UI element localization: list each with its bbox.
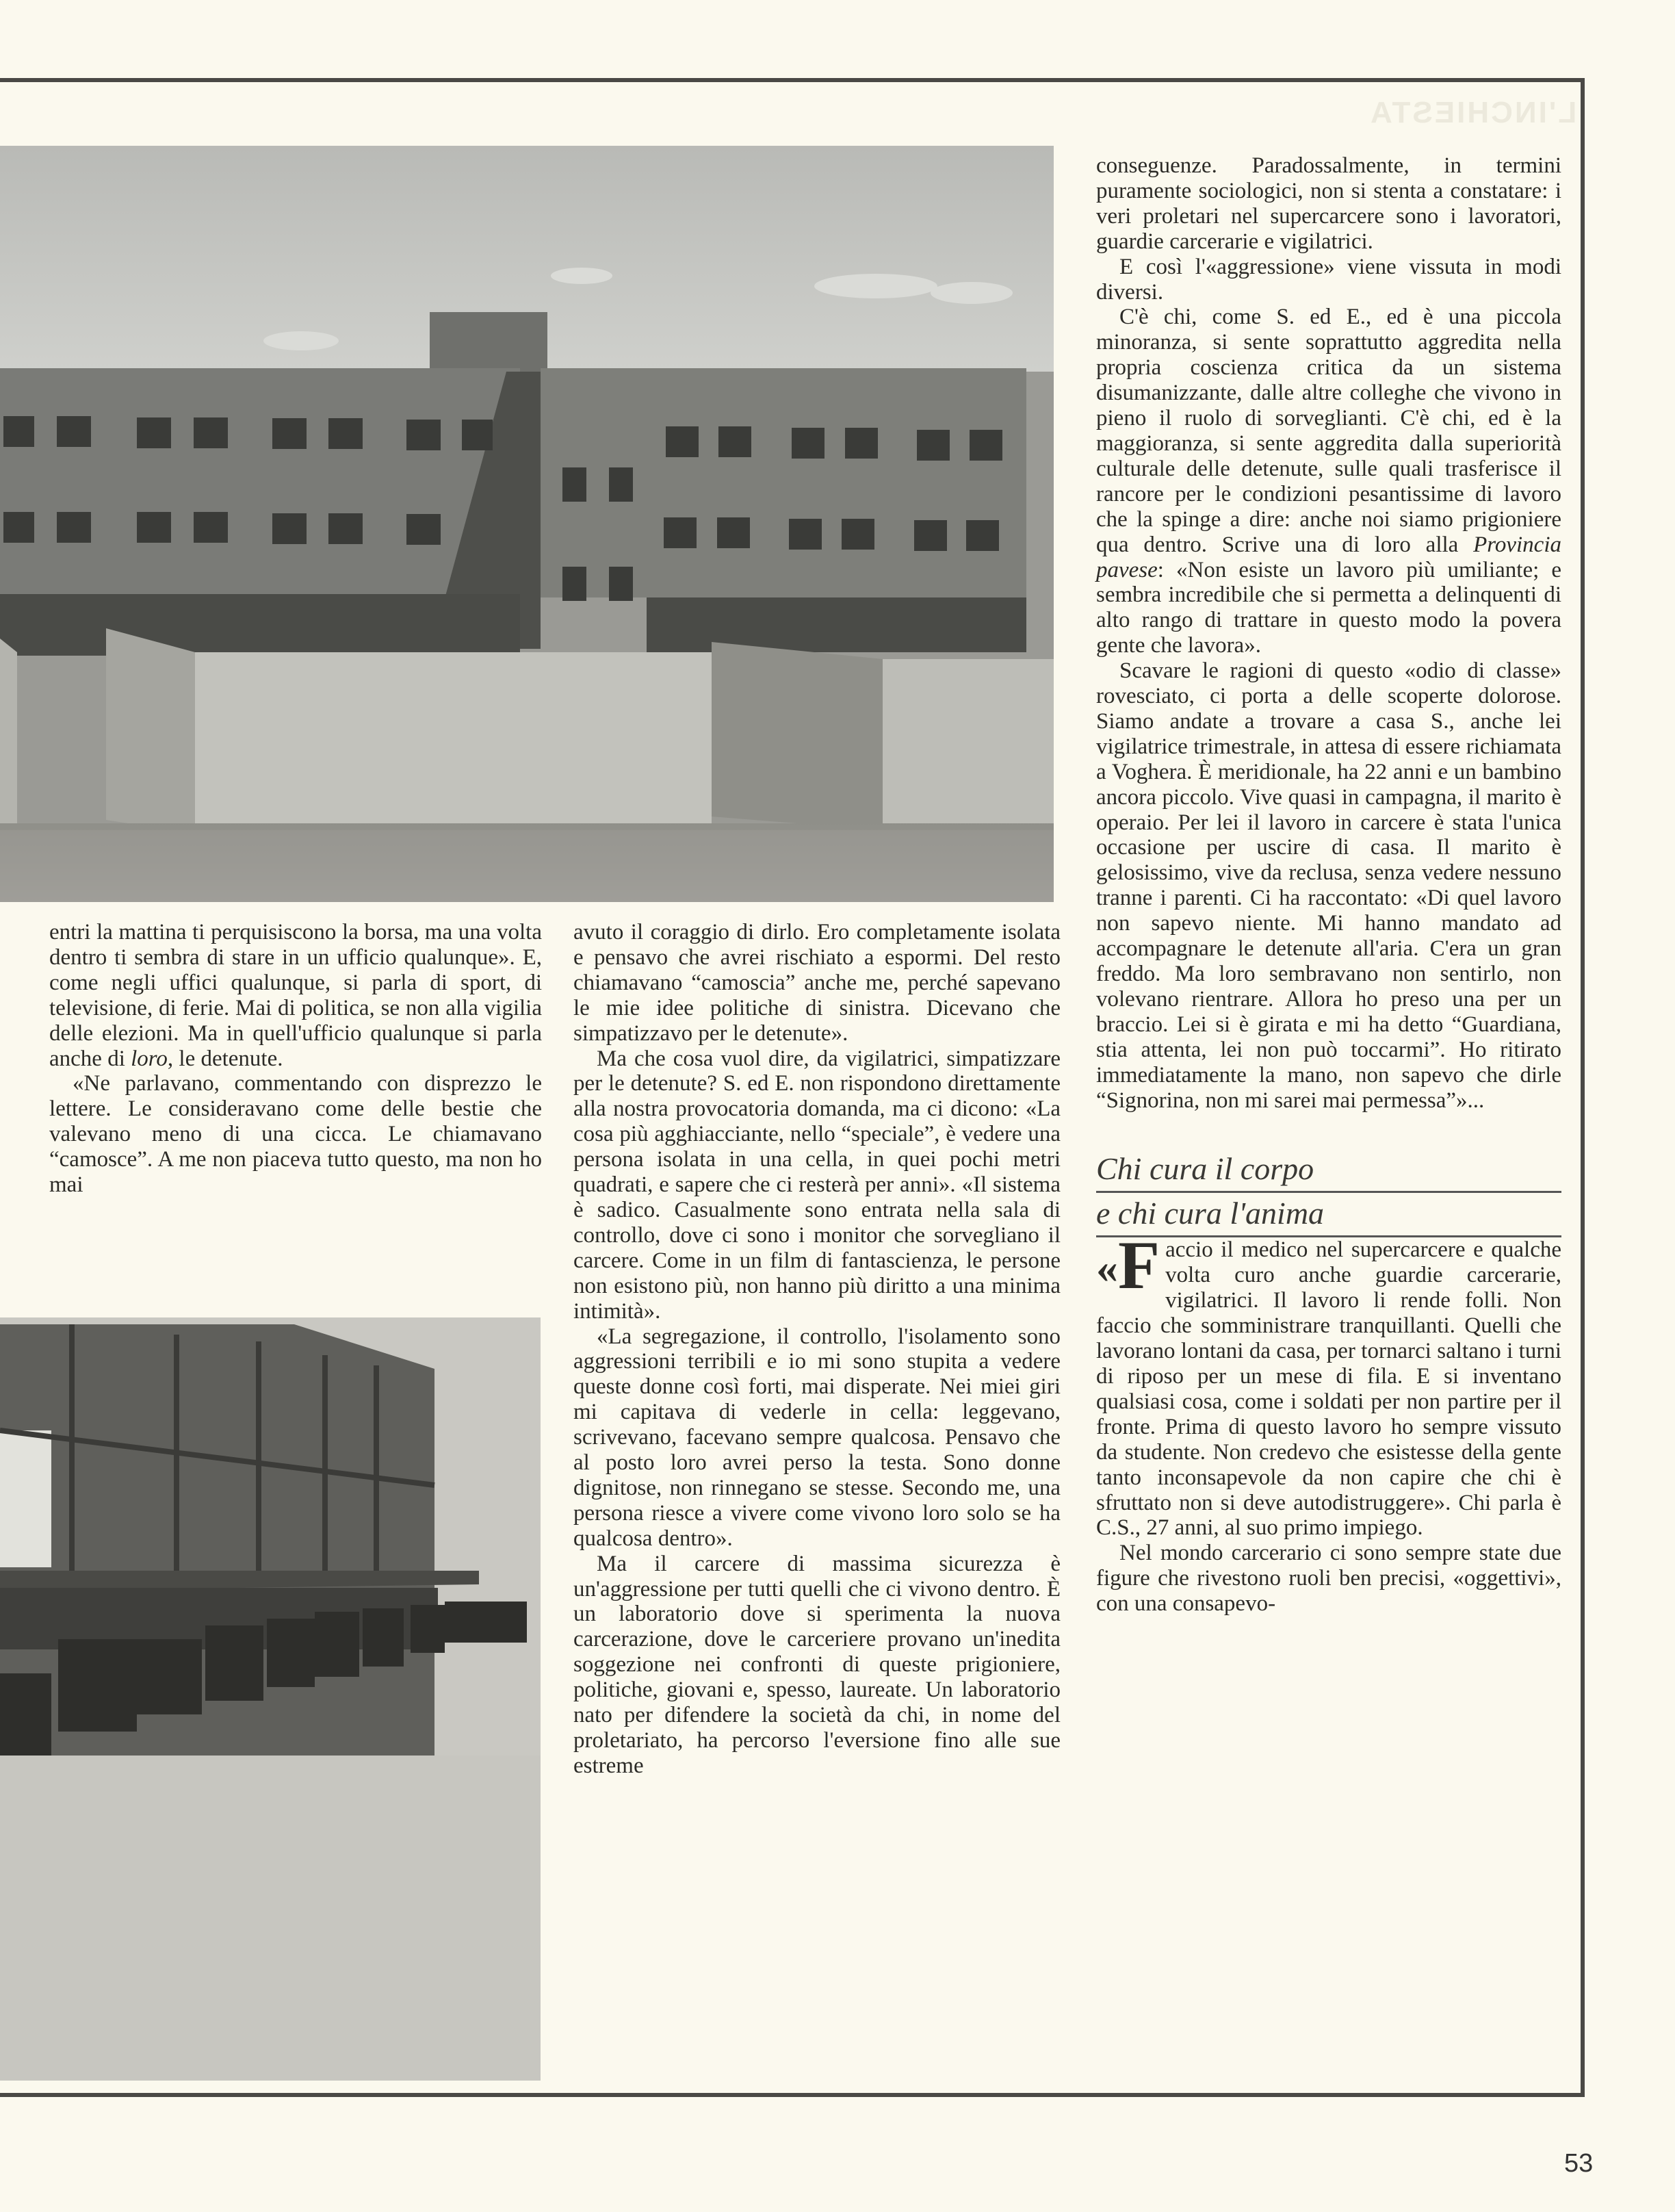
paragraph: avuto il coraggio di dirlo. Ero completamente isolata e pensavo che avrei rischiato a espormi. Del resto chiamavano “camoscia” anche me, perché sapevano le mie idee politiche di sinistra. Dicevano che simpatizzavo per le detenute». — [573, 920, 1061, 1046]
paragraph-dropcap: «F accio il medico nel supercarcere e qualche volta curo anche guardie carcerarie, vigilatrici. Il lavoro li rende folli. Non faccio che somministrare tranquillanti. Quelli che lavorano lontani da casa, per tornarci saltano i turni di riposo per un mese di fila. E si inventano qualsiasi cosa, come i soldati per non partire per il fronte. Prima di questo lavoro ho sempre vissuto da studente. Non credevo che esistesse della gente tanto inconsapevole da non capire che chi è sfruttato non si deve autodistruggere». Chi parla è C.S., 27 anni, al suo primo impiego. — [1096, 1227, 1561, 1541]
paragraph: conseguenze. Paradossalmente, in termini puramente sociologici, non si stenta a constatare: i veri proletari nel supercarcere sono i lavoratori, guardie carcerarie e vigilatrici. — [1096, 153, 1561, 254]
text-column-left — [49, 920, 542, 1198]
paragraph: Ma che cosa vuol dire, da vigilatrici, simpatizzare per le detenute? S. ed E. non rispondono direttamente alla nostra provocatoria domanda, ma ci dicono: «La cosa più agghiacciante, nello “speciale”, è vedere una persona isolata in una cella, in quei pochi metri quadrati, e sapere che ci resterà per anni». «Il sistema è sadico. Casualmente sono entrata nella sala di controllo, dove ci sono i monitor che sorvegliano il carcere. Come in un film di fantascienza, le persone non esistono più, non hanno più diritto a una minima intimità». — [573, 1046, 1061, 1324]
bottom-rule — [0, 2093, 1585, 2097]
text-column-right — [1096, 153, 1561, 1617]
paragraph: entri la mattina ti perquisiscono la borsa, ma una volta dentro ti sembra di stare in un ufficio qualunque». E, come negli uffici qualunque, si parla di sport, di televisione, di ferie. Mai di politica, se non alla vigilia delle elezioni. Ma in quell'ufficio qualunque si parla anche di loro, le detenute. — [49, 920, 542, 1071]
photo-visiting-room — [0, 1317, 541, 2081]
page-number: 53 — [1564, 2149, 1594, 2178]
right-rule — [1581, 78, 1585, 2097]
section-heading-line-1: Chi cura il corpo — [1096, 1148, 1561, 1193]
section-heading-line-2: e chi cura l'anima — [1096, 1193, 1561, 1237]
photo-prison-exterior — [0, 146, 1054, 902]
section-heading — [1096, 1148, 1561, 1237]
publication-name: Provincia pavese — [1096, 532, 1561, 582]
italic-word: loro — [131, 1046, 168, 1071]
paragraph: «Ne parlavano, commentando con disprezzo le lettere. Le consideravano come delle bestie che valevano meno di una cicca. Le chiamavano “camosce”. A me non piaceva tutto questo, ma non ho mai — [49, 1071, 542, 1198]
paragraph: «La segregazione, il controllo, l'isolamento sono aggressioni terribili e io mi sono stupita a vedere queste donne così forti, mai disperate. Nei miei giri mi capitava di vederle in cella: leggevano, scrivevano, facevano sempre qualcosa. Pensavo che al posto loro avrei perso la testa. Sono donne dignitose, non rinnegano se stesse. Secondo me, una persona riesce a vivere come vivono loro solo se ha qualcosa dentro». — [573, 1324, 1061, 1551]
paragraph: E così l'«aggressione» viene vissuta in modi diversi. — [1096, 254, 1561, 305]
drop-cap: «F — [1096, 1227, 1160, 1304]
paragraph: Scavare le ragioni di questo «odio di classe» rovesciato, ci porta a delle scoperte dolorose. Siamo andate a trovare a casa S., anche lei vigilatrice trimestrale, in attesa di essere richiamata a Voghera. È meridionale, ha 22 anni e un bambino ancora piccolo. Vive quasi in campagna, il marito è operaio. Per lei il lavoro in carcere è stata l'unica occasione per uscire di casa. Il marito è gelosissimo, vive da reclusa, senza vedere nessuno tranne i parenti. Ci ha raccontato: «Di quel lavoro non sapevo niente. Mi hanno mandato ad accompagnare le detenute all'aria. C'era un gran freddo. Ma loro sembravano non sentirlo, non volevano rientrare. Allora ho preso una per un braccio. Lei si è girata e mi ha detto “Guardiana, stia attenta, lei non può toccarmi”. Ho ritirato immediatamente la mano, non sapevo che dirle “Signorina, non mi sarei mai permessa”»... — [1096, 658, 1561, 1113]
paragraph: C'è chi, come S. ed E., ed è una piccola minoranza, si sente soprattutto aggredita nella propria coscienza critica da un sistema disumanizzante, dalle altre colleghe che vivono in pieno il ruolo di sorveglianti. C'è chi, ed è la maggioranza, si sente aggredita dalla superiorità culturale delle detenute, sulle quali trasferisce il rancore per le condizioni pesantissime di lavoro che la spinge a dire: anche noi siamo prigioniere qua dentro. Scrive una di loro alla Provincia pavese: «Non esiste un lavoro più umiliante; e sembra incredibile che si permetta a delinquenti di alto rango di trattare in questo modo la povera gente che lavora». — [1096, 305, 1561, 658]
ghost-header-text: L'INCHIESTA — [1368, 96, 1577, 129]
paragraph: Nel mondo carcerario ci sono sempre state due figure che rivestono ruoli ben precisi, «oggettivi», con una consapevo- — [1096, 1541, 1561, 1617]
text-column-middle — [573, 920, 1061, 1779]
top-rule — [0, 78, 1585, 82]
paragraph: Ma il carcere di massima sicurezza è un'aggressione per tutti quelli che ci vivono dentro. È un laboratorio dove si sperimenta la nuova carcerazione, dove le carceriere provano un'inedita soggezione nei confronti di queste prigioniere, politiche, giovani e, spesso, laureate. Un laboratorio nato per difendere la società da chi, in nome del proletariato, ha percorso l'eversione fino alle sue estreme — [573, 1551, 1061, 1778]
